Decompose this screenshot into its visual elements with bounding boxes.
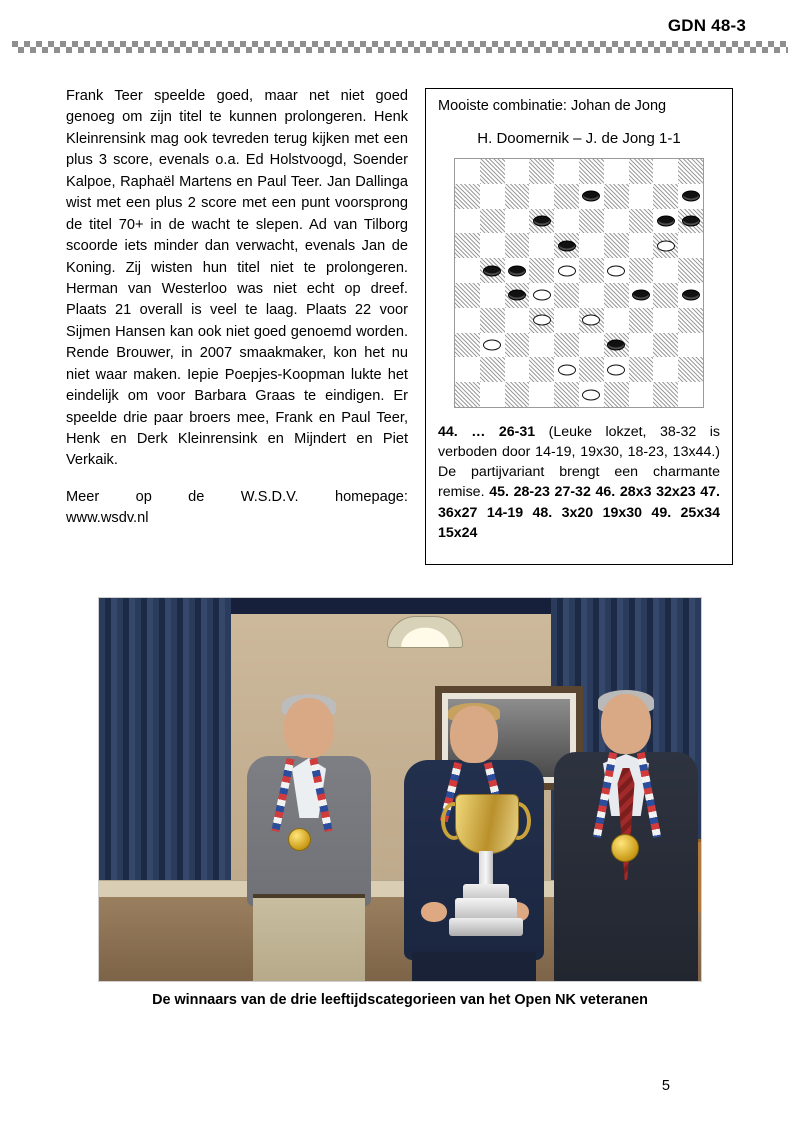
board-square <box>455 184 480 209</box>
board-square <box>505 357 530 382</box>
decorative-checker-rule <box>12 41 788 53</box>
black-piece <box>682 191 700 202</box>
photo-trophy-base-bottom <box>449 918 523 936</box>
board-square <box>579 357 604 382</box>
homepage-word-5: homepage: <box>334 488 408 505</box>
board-square <box>604 382 629 407</box>
notation-move-bold-1: 44. … 26-31 <box>438 424 536 440</box>
black-piece <box>682 215 700 226</box>
black-piece <box>558 240 576 251</box>
board-square <box>480 233 505 258</box>
board-square <box>629 159 654 184</box>
board-square <box>455 209 480 234</box>
board-square <box>480 308 505 333</box>
board-square <box>455 382 480 407</box>
board-square <box>455 357 480 382</box>
draughts-board <box>454 158 704 408</box>
board-square <box>604 209 629 234</box>
board-square <box>505 159 530 184</box>
board-square <box>604 308 629 333</box>
photo-curtain-left <box>99 598 231 897</box>
board-square <box>505 333 530 358</box>
article-text-column <box>66 86 408 530</box>
photo-person-middle-trousers <box>412 952 536 982</box>
white-piece <box>558 364 576 375</box>
page-number: 5 <box>661 1078 670 1094</box>
board-square <box>554 159 579 184</box>
photo-trophy-stem <box>479 851 493 885</box>
black-piece <box>607 339 625 350</box>
board-square <box>579 184 604 209</box>
white-piece <box>483 339 501 350</box>
board-square <box>604 357 629 382</box>
board-square <box>678 184 703 209</box>
board-square <box>554 308 579 333</box>
photo-trophy-cup <box>455 794 519 854</box>
board-square <box>455 308 480 333</box>
page-header-title: GDN 48-3 <box>667 16 746 35</box>
black-piece <box>657 215 675 226</box>
board-square <box>480 333 505 358</box>
photo-trophy <box>443 794 529 944</box>
board-square <box>653 333 678 358</box>
board-square <box>604 159 629 184</box>
board-square <box>529 382 554 407</box>
board-square <box>480 209 505 234</box>
board-square <box>678 382 703 407</box>
board-square <box>653 159 678 184</box>
photo-person-right <box>551 694 701 982</box>
homepage-line <box>66 487 408 508</box>
board-square <box>554 333 579 358</box>
board-square <box>529 184 554 209</box>
board-square <box>529 233 554 258</box>
board-square <box>653 184 678 209</box>
checker-row-bottom <box>12 47 788 53</box>
black-piece <box>533 215 551 226</box>
board-square <box>579 308 604 333</box>
white-piece <box>533 315 551 326</box>
board-square <box>579 159 604 184</box>
board-square <box>529 209 554 234</box>
board-square <box>629 258 654 283</box>
board-square <box>629 209 654 234</box>
board-square <box>554 258 579 283</box>
board-square <box>455 333 480 358</box>
white-piece <box>657 240 675 251</box>
white-piece <box>607 265 625 276</box>
board-square <box>455 233 480 258</box>
board-square <box>678 159 703 184</box>
board-square <box>505 258 530 283</box>
board-square <box>505 233 530 258</box>
black-piece <box>582 191 600 202</box>
photo-person-middle-head <box>450 706 498 763</box>
diagram-panel <box>425 88 733 565</box>
notation-move-bold-2: 45. 28-23 27-32 46. 28x3 32x23 47. 36x27 14-19 48. 3x20 19x30 49. 25x34 15x24 <box>438 484 720 541</box>
board-square <box>529 159 554 184</box>
board-square <box>604 233 629 258</box>
homepage-word-2: op <box>135 488 152 505</box>
black-piece <box>682 290 700 301</box>
photo-figure <box>98 597 702 982</box>
board-square <box>678 308 703 333</box>
board-square <box>529 333 554 358</box>
board-square <box>529 258 554 283</box>
board-square <box>480 258 505 283</box>
board-square <box>653 382 678 407</box>
board-square <box>505 184 530 209</box>
black-piece <box>508 265 526 276</box>
board-square <box>554 283 579 308</box>
board-square <box>604 184 629 209</box>
board-square <box>604 333 629 358</box>
board-square <box>678 283 703 308</box>
white-piece <box>558 265 576 276</box>
board-square <box>629 382 654 407</box>
board-square <box>629 308 654 333</box>
homepage-word-4: W.S.D.V. <box>240 488 299 505</box>
board-square <box>554 382 579 407</box>
board-square <box>480 357 505 382</box>
board-square <box>455 159 480 184</box>
board-square <box>579 209 604 234</box>
board-square <box>505 308 530 333</box>
board-square <box>529 283 554 308</box>
board-square <box>505 382 530 407</box>
photo-person-left <box>239 698 379 982</box>
board-square <box>480 184 505 209</box>
board-square <box>678 357 703 382</box>
photo-person-left-trousers <box>253 898 365 982</box>
black-piece <box>508 290 526 301</box>
board-square <box>604 258 629 283</box>
board-square <box>678 209 703 234</box>
photo-person-left-head <box>284 698 334 758</box>
board-square <box>629 333 654 358</box>
notation-comment: (Leuke lokzet, 38-32 is verboden door 14-19, 19x30, 18-23, 13x44.) De partijvariant brengt een charmante remise. <box>438 424 720 501</box>
homepage-url: www.wsdv.nl <box>66 510 149 527</box>
board-square <box>455 283 480 308</box>
board-square <box>579 258 604 283</box>
board-square <box>579 233 604 258</box>
diagram-notation <box>438 422 720 543</box>
photo-caption: De winnaars van de drie leeftijdscategorieen van het Open NK veteranen <box>152 992 648 1008</box>
black-piece <box>483 265 501 276</box>
board-square <box>505 283 530 308</box>
board-square <box>653 209 678 234</box>
board-square <box>629 233 654 258</box>
board-square <box>653 308 678 333</box>
board-square <box>604 283 629 308</box>
board-square <box>480 159 505 184</box>
draughts-board-wrapper <box>454 158 704 408</box>
board-square <box>455 258 480 283</box>
board-square <box>653 283 678 308</box>
board-square <box>554 357 579 382</box>
homepage-word-1: Meer <box>66 488 100 505</box>
board-square <box>678 233 703 258</box>
board-square <box>480 283 505 308</box>
white-piece <box>533 290 551 301</box>
photo-trophy-base-middle <box>455 898 517 920</box>
board-square <box>505 209 530 234</box>
board-square <box>629 357 654 382</box>
board-square <box>678 333 703 358</box>
board-square <box>579 382 604 407</box>
board-square <box>678 258 703 283</box>
white-piece <box>582 315 600 326</box>
board-square <box>579 283 604 308</box>
homepage-word-3: de <box>188 488 205 505</box>
black-piece <box>632 290 650 301</box>
article-paragraph: Frank Teer speelde goed, maar net niet goed genoeg om zijn titel te kunnen prolongeren. Henk Kleinrensink mag ook tevreden terug kijken met een plus 3 score, evenals o.a. Ed Holstvoogd, Soender Kalpoe, Raphaël Martens en Paul Teer. Jan Dallinga wist met een plus 2 score met een punt voorsprong de titel 70+ in de wacht te slepen. Ad van Tilborg scoorde iets minder dan verwacht, evenals Jan de Koning. Zij wisten hun titel niet te prolongeren. Herman van Westerloo was niet echt op dreef. Plaats 21 overall is veel te laag. Plaats 22 voor Sijmen Hansen kan ook niet goed genoemd worden. Rende Brouwer, in 2007 smaakmaker, kon het nu niet waar maken. Iepie Poepjes-Koopman lukte het eindelijk om voor Barbara Graas te eindigen. Er speelde drie paar broers mee, Frank en Paul Teer, Henk en Derk Kleinrensink en Mijndert en Piet Verkaik. <box>66 88 408 469</box>
board-square <box>629 184 654 209</box>
board-square <box>529 357 554 382</box>
diagram-match-line: H. Doomernik – J. de Jong 1-1 <box>477 130 681 147</box>
board-square <box>629 283 654 308</box>
white-piece <box>582 389 600 400</box>
board-square <box>554 184 579 209</box>
photo-person-left-medal <box>288 828 311 851</box>
board-square <box>529 308 554 333</box>
photo-person-right-head <box>601 694 651 754</box>
photo-person-right-medal <box>611 834 639 862</box>
photo-illustration <box>99 598 701 981</box>
diagram-caption: Mooiste combinatie: Johan de Jong <box>438 98 667 114</box>
board-square <box>653 233 678 258</box>
board-square <box>480 382 505 407</box>
white-piece <box>607 364 625 375</box>
board-square <box>579 333 604 358</box>
board-square <box>554 209 579 234</box>
board-square <box>554 233 579 258</box>
board-square <box>653 357 678 382</box>
board-square <box>653 258 678 283</box>
